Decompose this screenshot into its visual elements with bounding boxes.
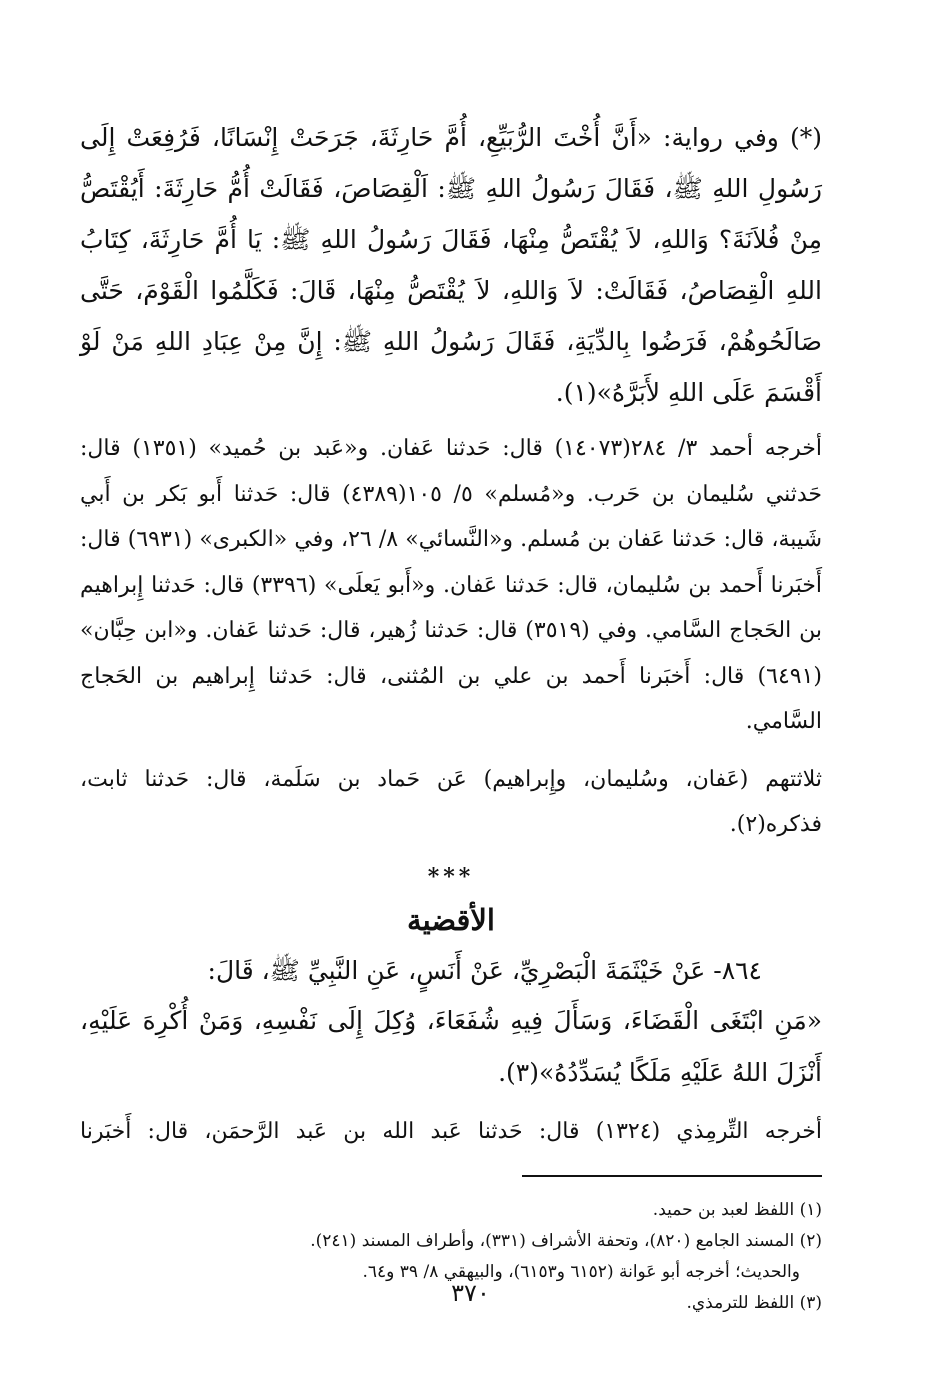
page-number: ٣٧٠ xyxy=(451,1279,490,1307)
footnote-1: (١) اللفظ لعبد بن حميد. xyxy=(652,1199,822,1220)
section-heading: الأقضية xyxy=(407,902,495,937)
section-separator: *** xyxy=(427,863,475,890)
summary-paragraph: ثلاثتهم (عَفان، وسُليمان، وإِبراهيم) عَن حَماد بن سَلَمة، قال: حَدثنا ثابت، فذكره(٢). xyxy=(80,766,822,837)
hadith-chain: ٨٦٤- عَنْ خَيْثَمَةَ الْبَصْرِيِّ، عَنْ أَنَسٍ، عَنِ النَّبِيِّ ﷺ، قَالَ: xyxy=(207,955,762,985)
hadith-text: «مَنِ ابْتَغَى الْقَضَاءَ، وَسَأَلَ فِيهِ شُفَعَاءَ، وُكِلَ إِلَى نَفْسِهِ، وَمَنْ أُكْرِهَ عَلَيْهِ، أَنْزَلَ اللهُ عَلَيْهِ مَلَكًا يُسَدِّدُهُ»(٣). xyxy=(80,1005,822,1087)
footnote-2: (٢) المسند الجامع (٨٢٠)، وتحفة الأشراف (٣٣١)، وأطراف المسند (٢٤١). xyxy=(310,1230,822,1251)
hadith-variant-paragraph: (*) وفي رواية: «أَنَّ أُخْتَ الرُّبَيِّعِ، أُمَّ حَارِثَةَ، جَرَحَتْ إِنْسَانًا، فَرُفِعَتْ إِلَى رَسُولِ اللهِ ﷺ، فَقَالَ رَسُولُ اللهِ ﷺ: اَلْقِصَاصَ، فَقَالَتْ أُمُّ حَارِثَةَ: أَيُقْتَصُّ مِنْ فُلاَنَةَ؟ وَاللهِ، لاَ يُقْتَصُّ مِنْهَا، فَقَالَ رَسُولُ اللهِ ﷺ: يَا أُمَّ حَارِثَةَ، كِتَابُ اللهِ الْقِصَاصُ، فَقَالَتْ: لاَ وَاللهِ، لاَ يُقْتَصُّ مِنْهَا، قَالَ: فَكَلَّمُوا الْقَوْمَ، حَتَّى صَالَحُوهُمْ، فَرَضُوا بِالدِّيَةِ، فَقَالَ رَسُولُ اللهِ ﷺ: إِنَّ مِنْ عِبَادِ اللهِ مَنْ لَوْ أَقْسَمَ عَلَى اللهِ لأَبَرَّهُ»(١). xyxy=(80,123,822,407)
footnote-3: (٣) اللفظ للترمذي. xyxy=(686,1292,822,1313)
page-body xyxy=(80,112,822,1319)
takhrij-start: أخرجه التِّرمِذي (١٣٢٤) قال: حَدثنا عَبد الله بن عَبد الرَّحمَن، قال: أَخبَرنا xyxy=(80,1118,822,1144)
takhrij-paragraph: أخرجه أحمد ٣/ ٢٨٤(١٤٠٧٣) قال: حَدثنا عَفان. و«عَبد بن حُميد» (١٣٥١) قال: حَدثني سُليمان بن حَرب. و«مُسلم» ٥/ ١٠٥(٤٣٨٩) قال: حَدثنا أَبو بَكر بن أَبي شَيبة، قال: حَدثنا عَفان بن مُسلم. و«النَّسائي» ٨/ ٢٦، وفي «الكبرى» (٦٩٣١) قال: أَخبَرنا أَحمد بن سُليمان، قال: حَدثنا عَفان. و«أَبو يَعلَى» (٣٣٩٦) قال: حَدثنا إِبراهيم بن الحَجاج السَّامي. وفي (٣٥١٩) قال: حَدثنا زُهير، قال: حَدثنا عَفان. و«ابن حِبَّان» (٦٤٩١) قال: أَخبَرنا أَحمد بن علي بن المُثنى، قال: حَدثنا إِبراهيم بن الحَجاج السَّامي. xyxy=(80,436,823,734)
footnote-divider xyxy=(522,1175,822,1177)
footnote-2-continuation: والحديث؛ أخرجه أبو عَوانة (٦١٥٢ و٦١٥٣)، والبيهقي ٨/ ٣٩ و٦٤. xyxy=(362,1261,800,1282)
